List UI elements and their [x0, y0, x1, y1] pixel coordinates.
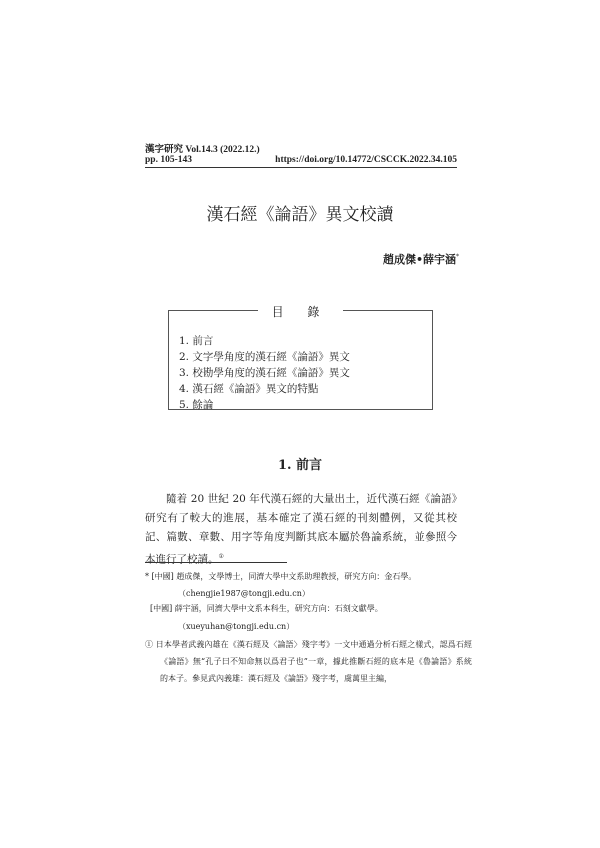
authors — [383, 251, 459, 267]
toc-heading: 目 錄 — [258, 305, 344, 319]
paragraph-text: 隨着 20 世紀 20 年代漢石經的大量出土，近代漢石經《論語》研究有了較大的進展，基本確定了漢石經的刊刻體例，又從其校記、篇數、章數、用字等角度判斷其底本屬於魯論系統，並參照今本進行了校讀。 — [145, 493, 457, 566]
toc-item[interactable]: 5. 餘論 — [179, 399, 214, 411]
footnote-1: ① 日本學者武義內雄在《漢石經及〈論語〉殘字考》一文中通過分析石經之樣式，認爲石經《論語》無“孔子曰不知命無以爲君子也”一章，據此推斷石經的底本是《魯論語》系統的本子。參見武內義雄：漢石經及《論語》殘字考，虞萬里主編， — [145, 640, 472, 683]
journal-volume: Vol.14.3 (2022.12.) — [185, 145, 260, 155]
footnote-author1: * [中國] 趙成傑，文學博士，同濟大學中文系助理教授，研究方向：金石學。 — [145, 572, 417, 581]
body-paragraph — [145, 490, 457, 570]
journal-name: 漢字研究 — [145, 145, 184, 155]
footnote-author1-email: （chengjie1987@tongji.edu.cn） — [178, 589, 310, 598]
toc-item[interactable]: 4. 漢石經《論語》異文的特點 — [179, 383, 319, 395]
footnote-author2-email: （xueyuhan@tongji.edu.cn） — [178, 622, 295, 631]
footnote-ref[interactable]: ① — [218, 553, 224, 560]
author-names: 趙成傑•薛宇涵 — [382, 253, 456, 266]
page-range: pp. 105-143 — [145, 155, 192, 165]
toc-item[interactable]: 1. 前言 — [179, 335, 214, 347]
toc-list — [179, 333, 350, 413]
table-of-contents — [168, 305, 433, 411]
footnote-rule — [145, 562, 287, 563]
journal-subheader — [145, 155, 457, 165]
toc-item[interactable]: 3. 校勘學角度的漢石經《論語》異文 — [179, 367, 350, 379]
header-rule — [145, 167, 457, 168]
section-heading: 1. 前言 — [277, 458, 323, 473]
footnote-author2: [中國] 薛宇涵，同濟大學中文系本科生，研究方向：石刻文獻學。 — [150, 604, 383, 613]
toc-heading-wrap — [169, 301, 432, 320]
journal-header — [145, 141, 457, 155]
doi-link[interactable]: https://doi.org/10.14772/CSCCK.2022.34.105 — [275, 155, 457, 165]
toc-item[interactable]: 2. 文字學角度的漢石經《論語》異文 — [179, 351, 350, 363]
paper-title: 漢石經《論語》異文校讀 — [206, 205, 394, 225]
author-footnote-mark: * — [456, 253, 459, 261]
